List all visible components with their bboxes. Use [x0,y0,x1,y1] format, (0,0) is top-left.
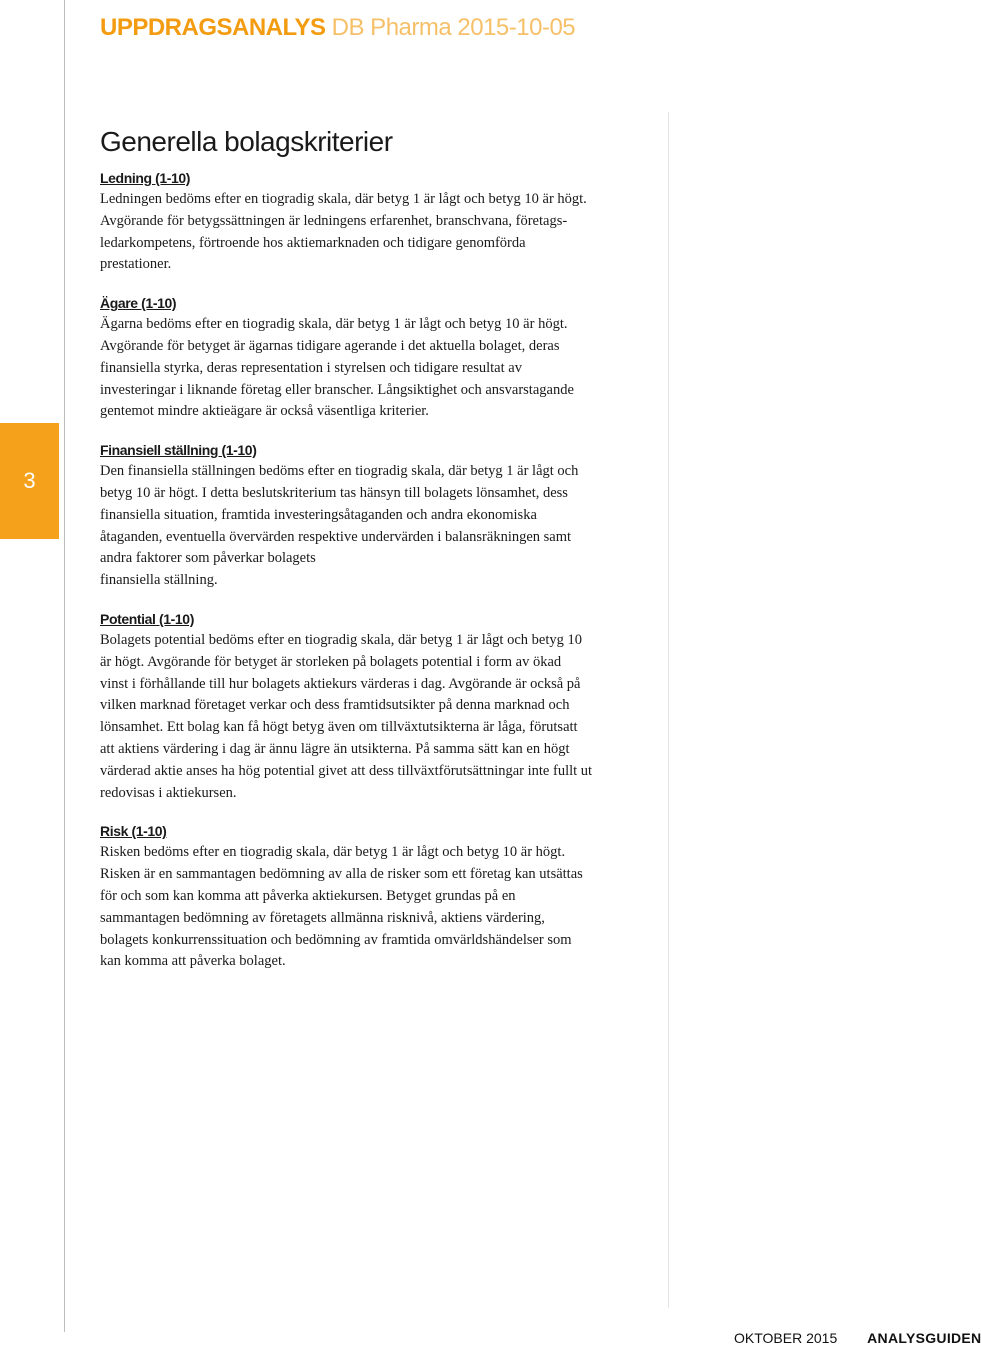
section-body: Ägarna bedöms efter en tiogradig skala, där betyg 1 är lågt och betyg 10 är högt. Avgörande för betyget är ägarnas tidigare agerande i det aktuella bolaget, deras finansiella styrka, deras representation i styrelsen och tidigare resultat av investeringar i liknande företag eller branscher. Långsiktighet och ansvarstagande gentemot mindre aktieägare är också väsentliga kriterier. [100,316,574,420]
section-body: Bolagets potential bedöms efter en tiogradig skala, där betyg 1 är lågt och betyg 10 är högt. Avgörande för betyget är storleken på bolagets potential i form av ökad vinst i förhållande till hur bolagets aktiekurs värderas i dag. Avgörande är också på vilken marknad företaget verkar och dess framtidsutsikter på denna marknad och lönsamhet. Ett bolag kan få högt betyg även om tillväxtutsikterna är låga, förutsatt att aktiens värdering i dag är ännu lägre än utsikterna. På samma sätt kan en högt värderad aktie anses ha hög potential givet att dess tillväxtförutsättningar inte fullt ut redovisas i aktiekursen. [100,631,593,801]
section-body: Risken bedöms efter en tiogradig skala, där betyg 1 är lågt och betyg 10 är högt. Risken är en sammantagen bedömning av alla de risker som ett företag kan utsättas för och som kan komma att påverka aktiekursen. Betyget grundas på en sammantagen bedömning av företagets allmänna risknivå, aktiens värdering, bolagets konkurrenssituation och bedömning av framtida omvärldshändelser som kan komma att påverka bolaget. [100,844,583,970]
section-risk [100,823,640,973]
page-title: Generella bolagskriterier [100,126,393,157]
section-body: Den finansiella ställningen bedöms efter en tiogradig skala, där betyg 1 är lågt och betyg 10 är högt. I detta beslutskriterium tas hänsyn till bolagets lönsamhet, dess finansiella situation, framtida investeringsåtaganden och andra ekonomiska åtaganden, eventuella övervärden respektive undervärden i balansräkningen samt andra faktorer som påverkar bolagets finansiella ställning. [100,463,579,589]
section-title: Risk (1-10) [100,823,167,840]
header-brand: UPPDRAGSANALYS [100,14,326,41]
left-margin-rule [64,0,65,1332]
right-column-rule [668,112,669,1308]
footer-date: OKTOBER 2015 [734,1330,838,1346]
main-content [100,126,640,992]
section-potential [100,611,640,804]
section-ledning [100,170,640,276]
page-number-tab [0,423,59,539]
section-agare [100,295,640,423]
section-body: Ledningen bedöms efter en tiogradig skala, där betyg 1 är lågt och betyg 10 är högt. Avgörande för betygssättningen är ledningens erfarenhet, branschvana, företags- ledarkompetens, förtroende hos aktiemarknaden och tidigare genomförda prestationer. [100,191,587,273]
header-subtitle: DB Pharma 2015-10-05 [331,14,576,41]
section-title: Ägare (1-10) [100,295,177,312]
section-title: Potential (1-10) [100,610,194,627]
section-finansiell-stallning [100,442,640,592]
section-title: Ledning (1-10) [100,170,191,186]
page-number: 3 [23,468,36,493]
document-footer [734,1330,981,1346]
footer-publication: ANALYSGUIDEN [867,1330,981,1346]
document-header [100,14,575,42]
section-title: Finansiell ställning (1-10) [100,442,257,459]
